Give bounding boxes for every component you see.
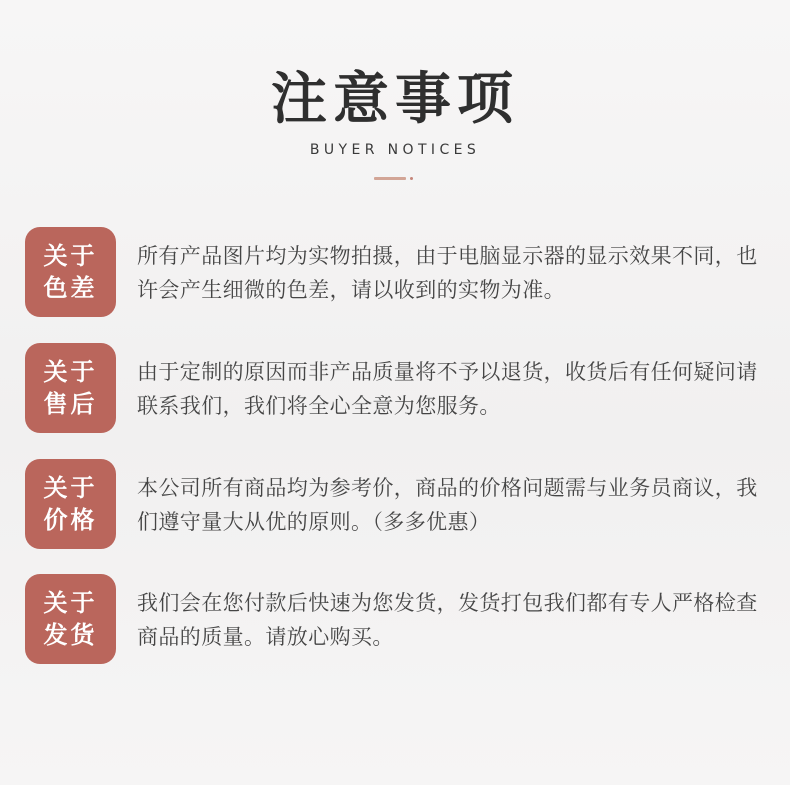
notice-shipping: [25, 574, 775, 666]
notice-color-difference: [25, 227, 775, 319]
badge-line2: 色差: [43, 274, 98, 302]
page-title: 注意事项: [271, 67, 519, 132]
notice-text: 本公司所有商品均为参考价，商品的价格问题需与业务员商议，我们遵守量大从优的原则。（多多优惠）: [137, 476, 758, 534]
badge-line2: 发货: [43, 621, 98, 649]
notice-badge: [25, 227, 116, 317]
badge-line1: 关于: [43, 358, 98, 386]
badge-line1: 关于: [43, 474, 98, 502]
notice-badge: [25, 459, 116, 549]
badge-line1: 关于: [43, 242, 98, 270]
notice-text: 由于定制的原因而非产品质量将不予以退货，收货后有任何疑问请联系我们，我们将全心全意为您服务。: [137, 360, 758, 418]
badge-line1: 关于: [43, 589, 98, 617]
page-subtitle: BUYER NOTICES: [309, 142, 481, 158]
notice-after-sales: [25, 343, 775, 435]
notice-badge: [25, 343, 116, 433]
badge-line2: 售后: [43, 390, 98, 418]
divider-bar: [374, 177, 406, 180]
title-divider: [374, 177, 416, 180]
badge-line2: 价格: [43, 506, 98, 534]
divider-dot: [410, 177, 413, 180]
notice-text: 所有产品图片均为实物拍摄，由于电脑显示器的显示效果不同，也许会产生细微的色差，请以收到的实物为准。: [137, 244, 758, 302]
notice-text: 我们会在您付款后快速为您发货，发货打包我们都有专人严格检查商品的质量。请放心购买。: [137, 591, 758, 649]
notice-badge: [25, 574, 116, 664]
notice-price: [25, 459, 775, 551]
